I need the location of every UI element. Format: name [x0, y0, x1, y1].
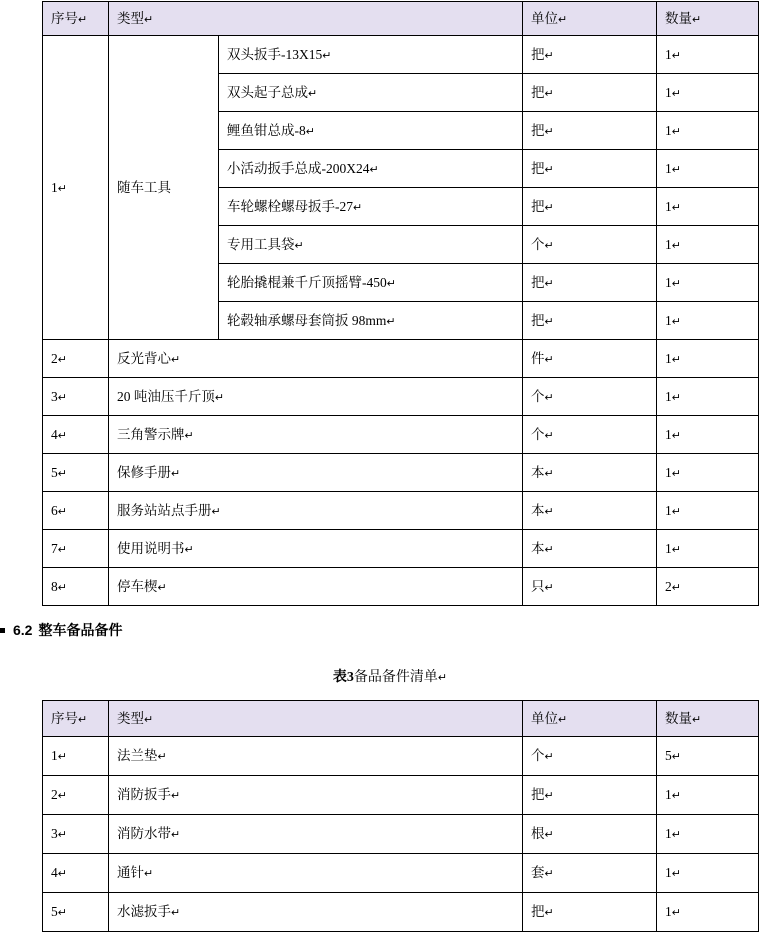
cell-type	[109, 530, 523, 568]
pilcrow-mark: ↵	[544, 163, 554, 176]
pilcrow-mark: ↵	[78, 13, 88, 26]
cell-unit	[523, 815, 657, 854]
pilcrow-mark: ↵	[671, 751, 681, 764]
cell-unit	[523, 776, 657, 815]
unit-text: 把	[531, 122, 545, 138]
qty-text: 1	[665, 84, 672, 100]
qty-text: 1	[665, 274, 672, 290]
header-cell-unit	[523, 2, 657, 36]
qty-text: 5	[665, 748, 672, 764]
cell-unit	[523, 302, 657, 340]
cell-qty	[657, 378, 759, 416]
pilcrow-mark: ↵	[171, 907, 181, 920]
pilcrow-mark: ↵	[692, 13, 702, 26]
cell-unit	[523, 264, 657, 302]
pilcrow-mark: ↵	[386, 315, 396, 328]
pilcrow-mark: ↵	[558, 13, 568, 26]
cell-no	[43, 416, 109, 454]
pilcrow-mark: ↵	[671, 505, 681, 518]
table3-caption-text: 备品备件清单	[353, 670, 438, 685]
pilcrow-mark: ↵	[184, 543, 194, 556]
unit-text: 把	[531, 274, 545, 290]
cell-unit	[523, 378, 657, 416]
cell-unit	[523, 150, 657, 188]
header-cell-qty	[657, 701, 759, 737]
cell-qty	[657, 74, 759, 112]
unit-text: 件	[531, 350, 545, 366]
cell-unit	[523, 74, 657, 112]
table-row	[43, 776, 759, 815]
type-text: 停车楔	[117, 578, 158, 594]
cell-type	[109, 737, 523, 776]
cell-item-name	[219, 302, 523, 340]
cell-unit	[523, 568, 657, 606]
cell-unit	[523, 188, 657, 226]
pilcrow-mark: ↵	[57, 581, 67, 594]
pilcrow-mark: ↵	[544, 239, 554, 252]
cell-type	[109, 416, 523, 454]
item-text: 轮毂轴承螺母套筒扳 98mm	[227, 312, 387, 328]
cell-qty	[657, 737, 759, 776]
cell-qty	[657, 150, 759, 188]
pilcrow-mark: ↵	[437, 672, 448, 684]
table-row	[43, 530, 759, 568]
cell-qty	[657, 416, 759, 454]
pilcrow-mark: ↵	[322, 49, 332, 62]
cell-type	[109, 854, 523, 893]
group-type-text: 随车工具	[117, 179, 171, 195]
type-text: 服务站站点手册	[117, 502, 212, 518]
no-text: 4	[51, 865, 58, 881]
cell-qty	[657, 530, 759, 568]
table-row	[43, 340, 759, 378]
pilcrow-mark: ↵	[57, 467, 67, 480]
cell-item-name	[219, 112, 523, 150]
unit-text: 个	[531, 388, 545, 404]
pilcrow-mark: ↵	[544, 829, 554, 842]
type-text: 通针	[117, 865, 144, 881]
cell-no	[43, 568, 109, 606]
cell-item-name	[219, 36, 523, 74]
type-text: 消防水带	[117, 826, 171, 842]
unit-text: 把	[531, 46, 545, 62]
cell-no	[43, 454, 109, 492]
pilcrow-mark: ↵	[544, 868, 554, 881]
cell-unit	[523, 893, 657, 932]
qty-text: 1	[665, 865, 672, 881]
pilcrow-mark: ↵	[214, 391, 225, 404]
header-text-qty: 数量	[665, 710, 692, 726]
qty-text: 1	[665, 904, 672, 920]
cell-type	[109, 893, 523, 932]
no-text: 3	[51, 826, 58, 842]
spare-parts-table	[42, 700, 759, 932]
table-row	[43, 815, 759, 854]
pilcrow-mark: ↵	[671, 49, 681, 62]
pilcrow-mark: ↵	[157, 581, 167, 594]
pilcrow-mark: ↵	[157, 751, 167, 764]
unit-text: 把	[531, 787, 545, 803]
pilcrow-mark: ↵	[184, 429, 194, 442]
pilcrow-mark: ↵	[544, 353, 554, 366]
pilcrow-mark: ↵	[671, 790, 681, 803]
cell-qty	[657, 188, 759, 226]
pilcrow-mark: ↵	[294, 239, 304, 252]
unit-text: 个	[531, 236, 545, 252]
pilcrow-mark: ↵	[57, 429, 67, 442]
qty-text: 1	[665, 312, 672, 328]
pilcrow-mark: ↵	[671, 353, 681, 366]
cell-qty	[657, 492, 759, 530]
pilcrow-mark: ↵	[211, 505, 221, 518]
pilcrow-mark: ↵	[671, 543, 681, 556]
pilcrow-mark: ↵	[671, 581, 681, 594]
cell-unit	[523, 226, 657, 264]
type-text: 20 吨油压千斤顶	[117, 388, 215, 404]
no-text: 4	[51, 426, 58, 442]
cell-unit	[523, 530, 657, 568]
cell-no	[43, 737, 109, 776]
unit-text: 本	[531, 540, 545, 556]
cell-unit	[523, 454, 657, 492]
cell-unit	[523, 340, 657, 378]
pilcrow-mark: ↵	[544, 429, 554, 442]
group-cell-no	[43, 36, 109, 340]
no-text: 5	[51, 904, 58, 920]
type-text: 法兰垫	[117, 748, 158, 764]
header-cell-no	[43, 701, 109, 737]
cell-qty	[657, 854, 759, 893]
cell-qty	[657, 302, 759, 340]
section-heading-6-2	[0, 620, 122, 640]
pilcrow-mark: ↵	[171, 467, 181, 480]
pilcrow-mark: ↵	[671, 239, 681, 252]
pilcrow-mark: ↵	[671, 87, 681, 100]
cell-qty	[657, 226, 759, 264]
pilcrow-mark: ↵	[305, 125, 315, 138]
table-row	[43, 737, 759, 776]
cell-item-name	[219, 74, 523, 112]
qty-text: 1	[665, 46, 672, 62]
no-text: 1	[51, 748, 58, 764]
header-cell-qty	[657, 2, 759, 36]
cell-type	[109, 454, 523, 492]
cell-type	[109, 815, 523, 854]
qty-text: 1	[665, 236, 672, 252]
cell-no	[43, 340, 109, 378]
pilcrow-mark: ↵	[671, 391, 681, 404]
qty-text: 1	[665, 502, 672, 518]
cell-no	[43, 776, 109, 815]
unit-text: 把	[531, 198, 545, 214]
qty-text: 1	[665, 426, 672, 442]
qty-text: 2	[665, 578, 672, 594]
cell-qty	[657, 264, 759, 302]
pilcrow-mark: ↵	[544, 391, 554, 404]
pilcrow-mark: ↵	[57, 829, 67, 842]
unit-text: 本	[531, 502, 545, 518]
pilcrow-mark: ↵	[671, 201, 681, 214]
unit-text: 套	[531, 865, 545, 881]
no-text: 2	[51, 350, 58, 366]
cell-unit	[523, 416, 657, 454]
table-row	[43, 36, 759, 74]
cell-qty	[657, 112, 759, 150]
no-text: 8	[51, 578, 58, 594]
pilcrow-mark: ↵	[57, 868, 67, 881]
cell-qty	[657, 776, 759, 815]
pilcrow-mark: ↵	[353, 201, 363, 214]
no-text: 6	[51, 502, 58, 518]
table-row	[43, 416, 759, 454]
type-text: 使用说明书	[117, 540, 185, 556]
cell-item-name	[219, 226, 523, 264]
pilcrow-mark: ↵	[671, 868, 681, 881]
qty-text: 1	[665, 540, 672, 556]
cell-type	[109, 378, 523, 416]
qty-text: 1	[665, 198, 672, 214]
pilcrow-mark: ↵	[671, 315, 681, 328]
pilcrow-mark: ↵	[671, 277, 681, 290]
group-no-text: 1	[51, 179, 58, 195]
pilcrow-mark: ↵	[57, 543, 67, 556]
item-text: 双头起子总成	[227, 84, 308, 100]
pilcrow-mark: ↵	[57, 353, 67, 366]
cell-no	[43, 815, 109, 854]
pilcrow-mark: ↵	[544, 315, 554, 328]
table-header-row	[43, 701, 759, 737]
pilcrow-mark: ↵	[544, 201, 554, 214]
item-text: 轮胎撬棍兼千斤顶摇臂-450	[227, 274, 387, 290]
item-text: 小活动扳手总成-200X24	[227, 160, 370, 176]
cell-unit	[523, 112, 657, 150]
header-text-unit: 单位	[531, 710, 558, 726]
pilcrow-mark: ↵	[369, 163, 379, 176]
no-text: 7	[51, 540, 58, 556]
item-text: 专用工具袋	[227, 236, 295, 252]
header-cell-unit	[523, 701, 657, 737]
header-text-type: 类型	[117, 710, 144, 726]
type-text: 保修手册	[117, 464, 171, 480]
cell-qty	[657, 893, 759, 932]
no-text: 3	[51, 388, 58, 404]
pilcrow-mark: ↵	[57, 790, 67, 803]
cell-no	[43, 492, 109, 530]
cell-no	[43, 893, 109, 932]
pilcrow-mark: ↵	[671, 429, 681, 442]
header-text-type: 类型	[117, 10, 144, 26]
unit-text: 个	[531, 426, 545, 442]
cell-item-name	[219, 264, 523, 302]
type-text: 水滤扳手	[117, 904, 171, 920]
qty-text: 1	[665, 350, 672, 366]
table-row	[43, 454, 759, 492]
cell-qty	[657, 340, 759, 378]
cell-unit	[523, 854, 657, 893]
unit-text: 把	[531, 84, 545, 100]
section-number: 6.2	[13, 622, 33, 638]
cell-unit	[523, 36, 657, 74]
pilcrow-mark: ↵	[671, 467, 681, 480]
pilcrow-mark: ↵	[671, 907, 681, 920]
cell-unit	[523, 737, 657, 776]
table-row	[43, 492, 759, 530]
pilcrow-mark: ↵	[171, 829, 181, 842]
pilcrow-mark: ↵	[544, 467, 554, 480]
pilcrow-mark: ↵	[57, 505, 67, 518]
pilcrow-mark: ↵	[144, 13, 154, 26]
header-cell-type	[109, 2, 523, 36]
pilcrow-mark: ↵	[544, 505, 554, 518]
table-header-row	[43, 2, 759, 36]
type-text: 三角警示牌	[117, 426, 185, 442]
item-text: 双头扳手-13X15	[227, 46, 323, 62]
cell-type	[109, 776, 523, 815]
pilcrow-mark: ↵	[386, 277, 396, 290]
unit-text: 本	[531, 464, 545, 480]
pilcrow-mark: ↵	[544, 543, 554, 556]
pilcrow-mark: ↵	[558, 713, 568, 726]
table-row	[43, 378, 759, 416]
pilcrow-mark: ↵	[692, 713, 702, 726]
table3-caption	[0, 666, 780, 686]
unit-text: 把	[531, 160, 545, 176]
header-cell-type	[109, 701, 523, 737]
pilcrow-mark: ↵	[78, 713, 88, 726]
pilcrow-mark: ↵	[144, 868, 154, 881]
pilcrow-mark: ↵	[57, 182, 67, 195]
pilcrow-mark: ↵	[308, 87, 318, 100]
pilcrow-mark: ↵	[544, 277, 554, 290]
qty-text: 1	[665, 160, 672, 176]
pilcrow-mark: ↵	[544, 581, 554, 594]
qty-text: 1	[665, 787, 672, 803]
pilcrow-mark: ↵	[171, 790, 181, 803]
pilcrow-mark: ↵	[544, 49, 554, 62]
cell-item-name	[219, 150, 523, 188]
pilcrow-mark: ↵	[671, 829, 681, 842]
qty-text: 1	[665, 464, 672, 480]
header-text-no: 序号	[51, 10, 78, 26]
no-text: 2	[51, 787, 58, 803]
cell-qty	[657, 815, 759, 854]
unit-text: 个	[531, 748, 545, 764]
cell-type	[109, 492, 523, 530]
item-text: 鲤鱼钳总成-8	[227, 122, 306, 138]
cell-item-name	[219, 188, 523, 226]
unit-text: 把	[531, 312, 545, 328]
unit-text: 根	[531, 826, 545, 842]
unit-text: 只	[531, 578, 545, 594]
vehicle-tools-table	[42, 1, 759, 606]
pilcrow-mark: ↵	[544, 790, 554, 803]
cell-no	[43, 530, 109, 568]
pilcrow-mark: ↵	[544, 907, 554, 920]
pilcrow-mark: ↵	[544, 87, 554, 100]
pilcrow-mark: ↵	[57, 391, 67, 404]
pilcrow-mark: ↵	[144, 713, 154, 726]
pilcrow-mark: ↵	[57, 751, 67, 764]
header-cell-no	[43, 2, 109, 36]
qty-text: 1	[665, 122, 672, 138]
pilcrow-mark: ↵	[671, 163, 681, 176]
item-text: 车轮螺栓螺母扳手-27	[227, 198, 353, 214]
square-bullet-icon	[0, 628, 5, 633]
cell-qty	[657, 36, 759, 74]
cell-qty	[657, 568, 759, 606]
section-title: 整车备品备件	[38, 622, 123, 638]
pilcrow-mark: ↵	[544, 751, 554, 764]
qty-text: 1	[665, 388, 672, 404]
header-text-no: 序号	[51, 710, 78, 726]
cell-no	[43, 854, 109, 893]
table-row	[43, 893, 759, 932]
type-text: 消防扳手	[117, 787, 171, 803]
cell-type	[109, 340, 523, 378]
pilcrow-mark: ↵	[171, 353, 181, 366]
unit-text: 把	[531, 904, 545, 920]
header-text-qty: 数量	[665, 10, 692, 26]
pilcrow-mark: ↵	[544, 125, 554, 138]
table3-label: 表3	[332, 670, 354, 685]
no-text: 5	[51, 464, 58, 480]
header-text-unit: 单位	[531, 10, 558, 26]
pilcrow-mark: ↵	[671, 125, 681, 138]
cell-type	[109, 568, 523, 606]
table-row	[43, 568, 759, 606]
type-text: 反光背心	[117, 350, 171, 366]
table-row	[43, 854, 759, 893]
cell-no	[43, 378, 109, 416]
group-cell-type	[109, 36, 219, 340]
cell-unit	[523, 492, 657, 530]
cell-qty	[657, 454, 759, 492]
pilcrow-mark: ↵	[57, 907, 67, 920]
qty-text: 1	[665, 826, 672, 842]
